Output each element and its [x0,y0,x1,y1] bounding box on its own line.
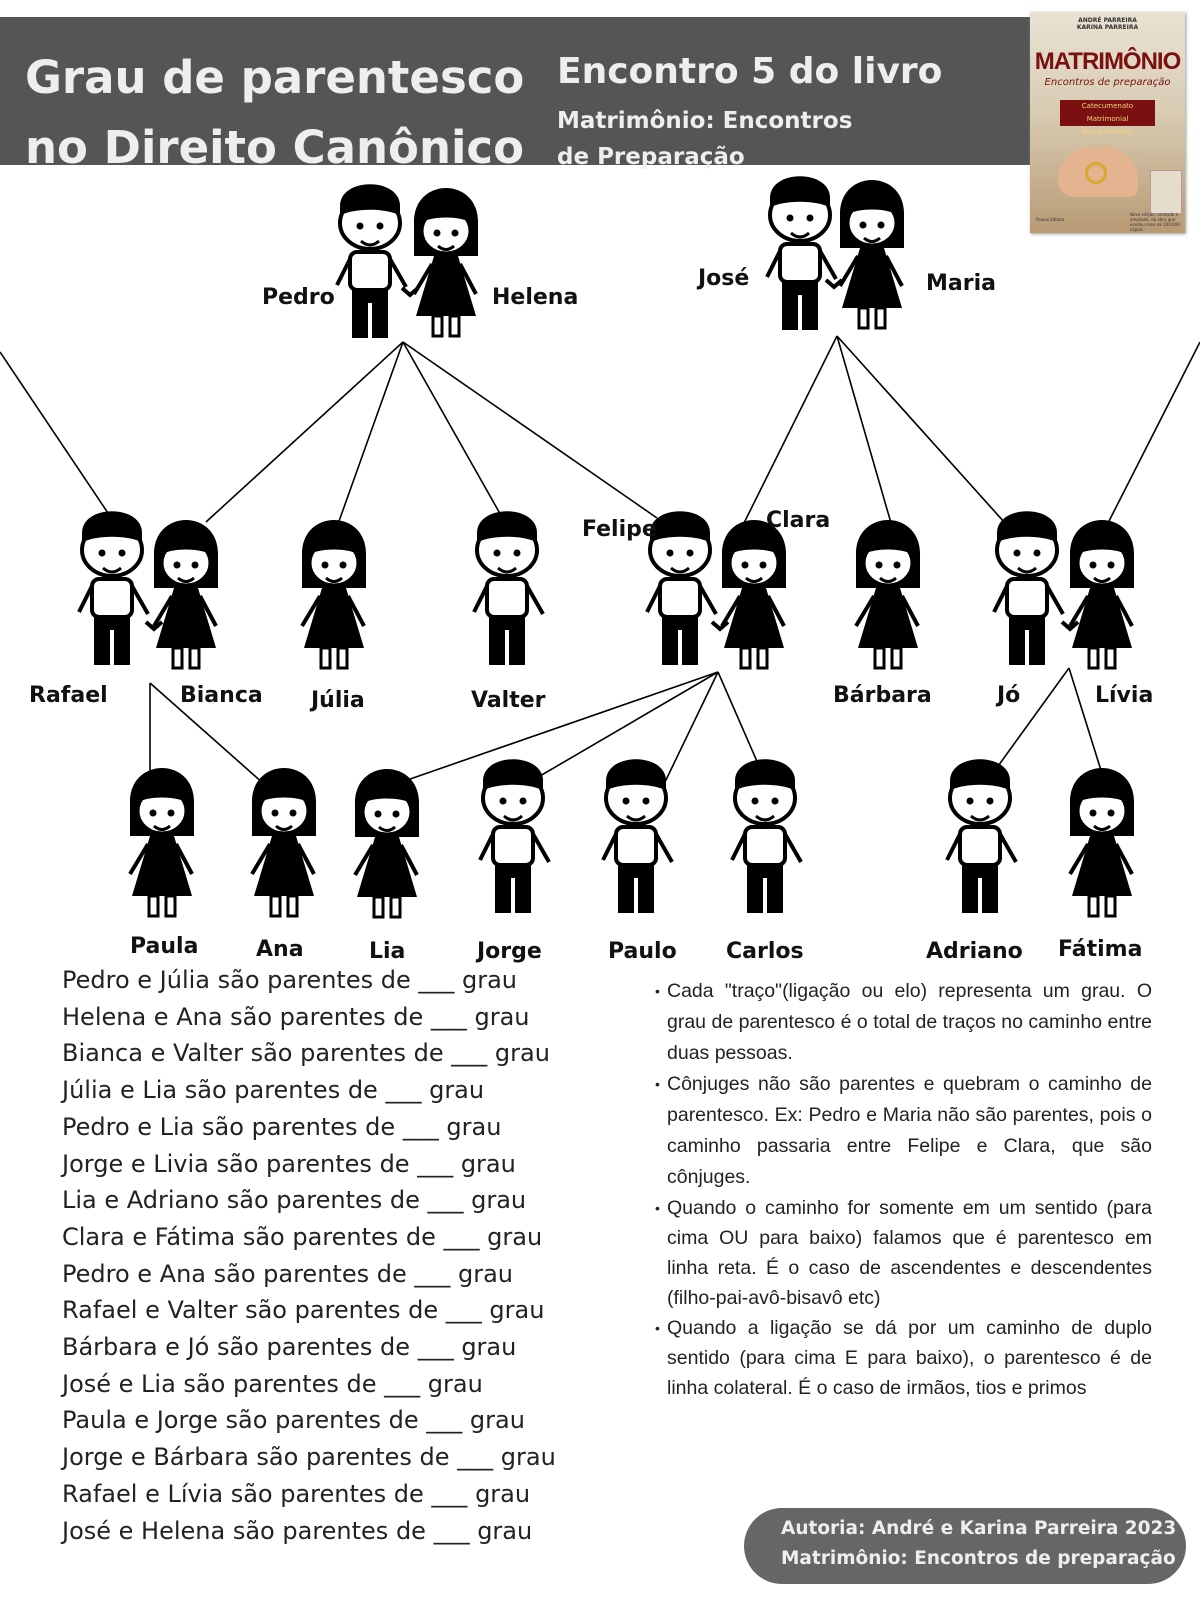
barbara-figure [856,520,920,668]
bullet-icon: • [655,1076,660,1092]
book-footer-text: Nova edição, revisada e ampliada, da obra que vendeu mais de 100.000 cópias [1130,212,1180,232]
rule-text: Quando o caminho for somente em um sentido (para cima OU para baixo) falamos que é parentesco em linha reta. É o caso de ascendentes e descendentes (filho-pai-avô-bisavô etc) [667,1197,1152,1309]
author-footer [744,1508,1186,1584]
publisher-logo: Paulus Editora [1036,217,1065,222]
footer-book: Matrimônio: Encontros de preparação [781,1548,1176,1569]
jo-figure [994,511,1063,665]
name-julia: Júlia [311,688,365,713]
line-pedro-julia [338,342,403,524]
question-item: Júlia e Lia são parentes de ___ grau [62,1076,485,1105]
name-carlos: Carlos [726,939,804,964]
line-jose-barbara [837,336,891,523]
julia-figure [302,520,366,668]
valter-figure [474,511,543,665]
question-item: Clara e Fátima são parentes de ___ grau [62,1222,543,1251]
subtitle-line2: Matrimônio: Encontros [557,108,853,134]
name-livia: Lívia [1095,683,1154,708]
helena-figure [414,188,478,336]
name-clara: Clara [766,508,831,533]
rafael-figure [79,511,148,665]
bullet-icon: • [655,1320,660,1336]
bullet-icon: • [655,1200,660,1216]
clara-figure [722,520,786,668]
jose-figure [767,176,836,330]
fatima-figure [1070,768,1134,916]
question-item: Bárbara e Jó são parentes de ___ grau [62,1333,517,1362]
question-item: Helena e Ana são parentes de ___ grau [62,1002,530,1031]
paula-figure [130,768,194,916]
name-jorge: Jorge [477,939,542,964]
main-title-line1: Grau de parentesco [25,51,525,104]
questions-list [62,962,556,1549]
line-pedro-valter [403,342,507,526]
jorge-figure [480,759,549,913]
name-paulo: Paulo [608,939,677,964]
line-jose-clara [744,336,837,523]
question-item: Jorge e Livia são parentes de ___ grau [62,1149,516,1178]
question-item: Pedro e Júlia são parentes de ___ grau [62,966,517,994]
question-item: Lia e Adriano são parentes de ___ grau [62,1186,527,1215]
main-title-line2: no Direito Canônico [25,121,525,174]
book-subtitle: Encontros de preparação [1044,77,1171,88]
footer-authors: Autoria: André e Karina Parreira 2023 [781,1518,1177,1539]
line-pedro-felipe [403,342,657,518]
name-jose: José [698,266,750,291]
line-pedro-bianca [206,342,403,522]
bullet-icon: • [655,983,660,999]
question-item: Bianca e Valter são parentes de ___ grau [62,1039,550,1068]
book-title: MATRIMÔNIO [1034,48,1181,75]
name-jo: Jó [997,683,1021,708]
question-item: José e Lia são parentes de ___ grau [62,1369,483,1398]
rule-text: Quando a ligação se dá por um caminho de duplo sentido (para cima E para baixo), o parentesco é de linha colateral. É o caso de irmãos, tios e primos [667,1317,1152,1399]
name-adriano: Adriano [926,939,1023,964]
felipe-figure [647,511,716,665]
rule-text: Cônjuges não são parentes e quebram o caminho de parentesco. Ex: Pedro e Maria não são parentes, pois o caminho passaria entre Felipe e Clara, que são cônjuges. [667,1073,1152,1188]
rule-text: Cada "traço"(ligação ou elo) representa um grau. O grau de parentesco é o total de traços no caminho entre duas pessoas. [667,980,1152,1064]
name-felipe: Felipe [582,517,657,542]
name-rafael: Rafael [29,683,108,708]
name-helena: Helena [492,285,579,310]
name-ana: Ana [256,937,304,962]
subtitle-line1: Encontro 5 do livro [557,51,943,92]
name-barbara: Bárbara [833,683,932,708]
question-item: Rafael e Valter são parentes de ___ grau [62,1296,545,1325]
pedro-figure [337,184,406,338]
livia-figure [1070,520,1134,668]
book-author-1: ANDRÉ PARREIRA [1078,17,1137,24]
question-item: Pedro e Ana são parentes de ___ grau [62,1259,513,1288]
name-maria: Maria [926,271,996,296]
lia-figure [355,769,419,917]
name-lia: Lia [369,939,406,964]
rule-item [655,1313,1152,1403]
subtitle-line3: de Preparação [557,144,745,170]
book-author-2: KARINA PARREIRA [1076,24,1139,31]
question-item: Paula e Jorge são parentes de ___ grau [62,1406,525,1435]
ana-figure [252,768,316,916]
rules-list [655,976,1152,1403]
hand-bridges [146,280,1078,629]
line-felipe-lia [390,672,718,786]
rule-item [655,1069,1152,1193]
line-offpage-rafael [0,352,114,522]
name-valter: Valter [471,688,546,713]
rule-item [655,1193,1152,1313]
maria-figure [840,180,904,328]
paulo-figure [603,759,672,913]
carlos-figure [732,759,801,913]
rule-item [655,976,1152,1069]
question-item: Rafael e Lívia são parentes de ___ grau [62,1479,531,1508]
name-bianca: Bianca [180,683,263,708]
line-jose-jo [837,336,1005,523]
question-item: Pedro e Lia são parentes de ___ grau [62,1112,502,1141]
name-paula: Paula [130,934,199,959]
name-fatima: Fátima [1058,937,1143,962]
adriano-figure [947,759,1016,913]
name-pedro: Pedro [262,285,335,310]
line-offpage-livia [1106,342,1200,527]
question-item: José e Helena são parentes de ___ grau [62,1516,533,1545]
question-item: Jorge e Bárbara são parentes de ___ grau [62,1443,556,1472]
bianca-figure [154,520,218,668]
book-band-line1: Catecumenato Matrimonial [1081,102,1134,123]
book-band-line2: Etapa Próxima [1082,128,1133,136]
